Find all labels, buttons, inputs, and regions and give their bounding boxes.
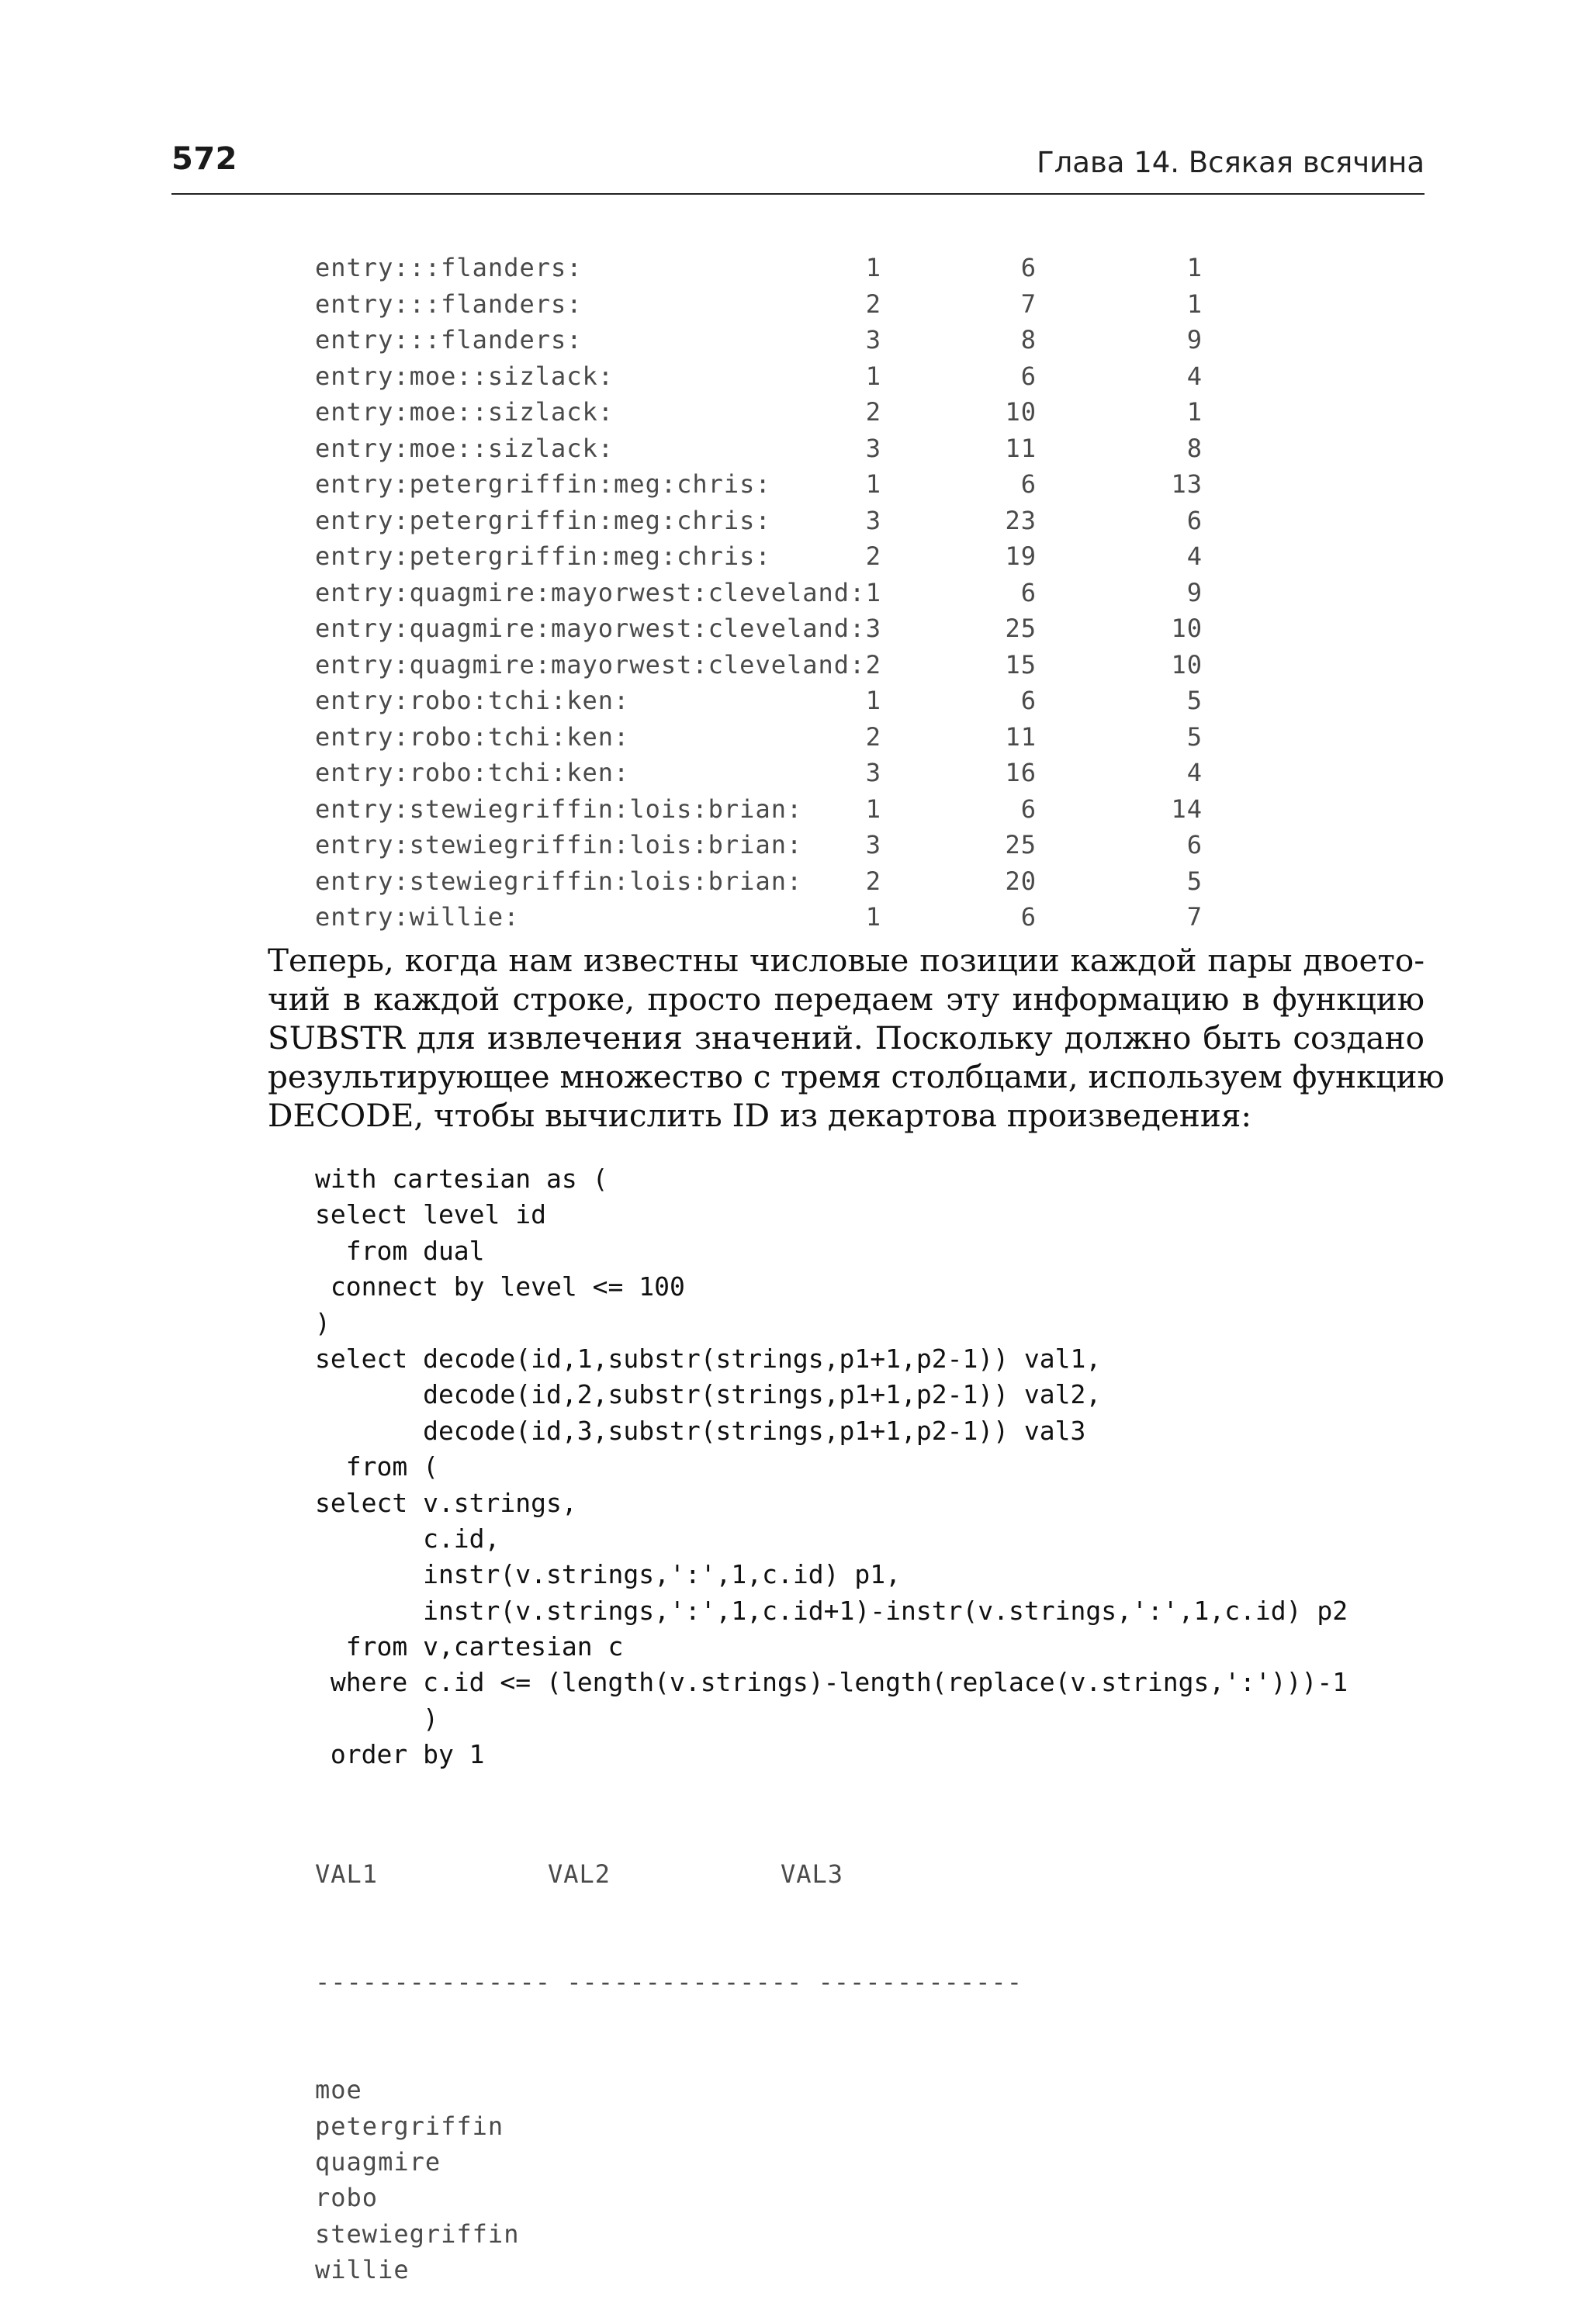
table-row (315, 466, 1246, 503)
code-line: with cartesian as ( (315, 1164, 608, 1194)
table-row (315, 575, 1246, 611)
table-cell-col-c: 4 (1186, 758, 1203, 787)
paragraph-line: DECODE, чтобы вычислить ID из декартова произведения: (268, 1097, 1252, 1134)
table-cell-col-b: 6 (1020, 794, 1037, 824)
code-line: decode(id,2,substr(strings,p1+1,p2-1)) val2, (315, 1379, 1102, 1410)
table-cell-col-b: 15 (1005, 649, 1037, 680)
table-cell-col-b: 20 (1005, 866, 1037, 896)
table-cell-col-a: 3 (865, 505, 881, 535)
table-row (315, 683, 1246, 719)
code-line: from v,cartesian c (315, 1631, 624, 1662)
header-rule (171, 193, 1425, 195)
table-cell-col-a: 2 (865, 397, 881, 427)
result-table (315, 250, 1246, 935)
output-row: moe (315, 2075, 362, 2105)
table-row (315, 503, 1246, 539)
table-row (315, 719, 1246, 756)
table-cell-col-a: 3 (865, 614, 881, 643)
table-cell-col-c: 4 (1186, 541, 1203, 571)
output-column-header: VAL2 (548, 1859, 611, 1889)
table-cell-col-a: 2 (865, 721, 881, 752)
table-cell-col-c: 7 (1186, 902, 1203, 932)
paragraph-line: Теперь, когда нам известны числовые позиции каждой пары двоето- (268, 942, 1425, 979)
output-row: petergriffin (315, 2111, 504, 2141)
table-cell-col-c: 10 (1171, 614, 1203, 643)
output-row: quagmire (315, 2147, 441, 2177)
table-cell-col-c: 1 (1186, 397, 1203, 427)
table-cell-col-b: 6 (1020, 253, 1037, 282)
page-number: 572 (171, 141, 237, 177)
code-line: instr(v.strings,':',1,c.id) p1, (315, 1559, 901, 1590)
table-cell-name: entry:robo:tchi:ken: (315, 721, 630, 752)
output-column-header: VAL1 (315, 1859, 379, 1889)
table-cell-name: entry:::flanders: (315, 325, 583, 354)
table-cell-col-a: 3 (865, 325, 881, 354)
table-cell-col-b: 25 (1005, 830, 1037, 859)
table-cell-col-a: 1 (865, 686, 881, 715)
code-line: order by 1 (315, 1739, 485, 1770)
table-cell-col-b: 23 (1005, 505, 1037, 535)
table-cell-col-c: 8 (1186, 433, 1203, 463)
table-cell-col-b: 16 (1005, 758, 1037, 787)
table-row (315, 610, 1246, 647)
table-cell-name: entry:petergriffin:meg:chris: (315, 469, 771, 499)
table-row (315, 899, 1246, 935)
table-cell-name: entry:moe::sizlack: (315, 397, 614, 427)
running-head: Глава 14. Всякая всячина (1037, 146, 1425, 179)
table-cell-name: entry:quagmire:mayorwest:cleveland: (315, 577, 866, 607)
output-row: robo (315, 2183, 379, 2213)
code-line: instr(v.strings,':',1,c.id+1)-instr(v.strings,':',1,c.id) p2 (315, 1595, 1348, 1626)
table-row (315, 358, 1246, 395)
table-cell-name: entry:quagmire:mayorwest:cleveland: (315, 614, 866, 643)
table-cell-col-c: 6 (1186, 830, 1203, 859)
paragraph-line: SUBSTR для извлечения значений. Поскольку должно быть создано (268, 1019, 1425, 1057)
table-cell-col-a: 1 (865, 469, 881, 499)
table-cell-col-c: 10 (1171, 649, 1203, 680)
code-line: from dual (315, 1235, 485, 1266)
code-line: from ( (315, 1451, 438, 1482)
table-cell-col-c: 1 (1186, 289, 1203, 319)
table-cell-col-a: 3 (865, 758, 881, 787)
table-row (315, 322, 1246, 358)
table-cell-col-a: 2 (865, 541, 881, 571)
table-cell-name: entry:::flanders: (315, 289, 583, 319)
table-cell-col-c: 13 (1171, 469, 1203, 499)
table-cell-col-b: 11 (1005, 721, 1037, 752)
table-cell-col-b: 6 (1020, 469, 1037, 499)
table-cell-col-c: 6 (1186, 505, 1203, 535)
code-line: c.id, (315, 1523, 500, 1554)
table-row (315, 538, 1246, 575)
table-cell-col-c: 4 (1186, 361, 1203, 391)
table-cell-name: entry:petergriffin:meg:chris: (315, 541, 771, 571)
table-cell-col-c: 5 (1186, 686, 1203, 715)
table-cell-name: entry:stewiegriffin:lois:brian: (315, 830, 803, 859)
table-cell-col-b: 6 (1020, 361, 1037, 391)
table-cell-name: entry:moe::sizlack: (315, 433, 614, 463)
table-cell-col-b: 6 (1020, 686, 1037, 715)
code-line: connect by level <= 100 (315, 1271, 685, 1302)
code-line: decode(id,3,substr(strings,p1+1,p2-1)) val3 (315, 1415, 1086, 1446)
table-row (315, 755, 1246, 791)
output-header (315, 1856, 1023, 1892)
table-cell-name: entry:petergriffin:meg:chris: (315, 505, 771, 535)
table-cell-col-a: 1 (865, 253, 881, 282)
output-column-header: VAL3 (781, 1859, 844, 1889)
table-cell-col-a: 1 (865, 361, 881, 391)
code-line: select decode(id,1,substr(strings,p1+1,p2-1)) val1, (315, 1343, 1102, 1374)
code-line: ) (315, 1307, 331, 1338)
table-cell-col-b: 10 (1005, 397, 1037, 427)
table-cell-col-a: 1 (865, 902, 881, 932)
table-cell-col-c: 14 (1171, 794, 1203, 824)
table-cell-col-b: 11 (1005, 433, 1037, 463)
table-row (315, 647, 1246, 683)
table-row (315, 250, 1246, 286)
table-cell-col-c: 5 (1186, 866, 1203, 896)
table-cell-col-a: 3 (865, 433, 881, 463)
table-cell-col-b: 7 (1020, 289, 1037, 319)
table-cell-col-c: 1 (1186, 253, 1203, 282)
table-cell-col-b: 8 (1020, 325, 1037, 354)
table-cell-col-a: 1 (865, 577, 881, 607)
table-cell-name: entry:willie: (315, 902, 520, 932)
table-cell-name: entry:::flanders: (315, 253, 583, 282)
table-cell-col-c: 9 (1186, 577, 1203, 607)
table-cell-col-c: 9 (1186, 325, 1203, 354)
table-cell-col-a: 2 (865, 649, 881, 680)
table-cell-col-a: 2 (865, 866, 881, 896)
table-cell-col-b: 19 (1005, 541, 1037, 571)
table-cell-name: entry:moe::sizlack: (315, 361, 614, 391)
code-line: select v.strings, (315, 1487, 577, 1518)
table-cell-col-b: 25 (1005, 614, 1037, 643)
paragraph-line: результирующее множество с тремя столбцами, используем функцию (268, 1058, 1445, 1095)
body-paragraph (268, 941, 1445, 1135)
table-cell-col-a: 3 (865, 830, 881, 859)
table-row (315, 791, 1246, 828)
output-separator: --------------- --------------- ------------- (315, 1967, 1023, 1997)
code-block (315, 1161, 1348, 1773)
table-row (315, 827, 1246, 863)
paragraph-line: чий в каждой строке, просто передаем эту информацию в функцию (268, 980, 1425, 1018)
code-line: ) (315, 1703, 438, 1734)
table-cell-col-c: 5 (1186, 721, 1203, 752)
table-cell-name: entry:stewiegriffin:lois:brian: (315, 866, 803, 896)
table-cell-name: entry:robo:tchi:ken: (315, 758, 630, 787)
table-row (315, 394, 1246, 431)
output-row: stewiegriffin (315, 2219, 520, 2249)
code-line: select level id (315, 1199, 547, 1230)
table-cell-name: entry:stewiegriffin:lois:brian: (315, 794, 803, 824)
table-cell-col-a: 2 (865, 289, 881, 319)
table-cell-col-b: 6 (1020, 902, 1037, 932)
code-line: where c.id <= (length(v.strings)-length(replace(v.strings,':')))-1 (315, 1667, 1348, 1698)
table-row (315, 863, 1246, 900)
table-row (315, 431, 1246, 467)
table-cell-col-b: 6 (1020, 577, 1037, 607)
output-row: willie (315, 2255, 410, 2285)
table-cell-name: entry:quagmire:mayorwest:cleveland: (315, 649, 866, 680)
table-cell-name: entry:robo:tchi:ken: (315, 686, 630, 715)
table-row (315, 286, 1246, 323)
table-cell-col-a: 1 (865, 794, 881, 824)
